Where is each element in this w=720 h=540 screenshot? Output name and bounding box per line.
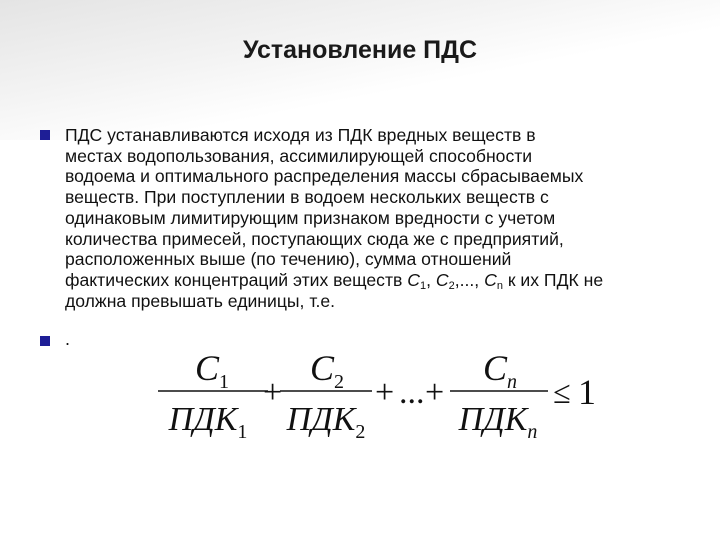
plus-2: + <box>375 374 395 411</box>
cn-symbol: C <box>484 269 497 290</box>
bullet-2-marker <box>40 336 50 346</box>
bullet-1-line-4: веществ. При поступлении в водоем нескольких веществ с <box>65 187 549 208</box>
ellipsis: ... <box>399 374 425 411</box>
sep-1: , <box>426 269 436 290</box>
c2-subscript: 2 <box>448 279 455 292</box>
formula-rhs: 1 <box>578 372 596 412</box>
formula-pdk2: $ПДК_2$ <box>286 401 366 443</box>
bullet-1-line-1: ПДС устанавливаются исходя из ПДК вредных веществ в <box>65 125 536 145</box>
leq-sign: ≤ <box>553 374 571 410</box>
bullet-1-line-2: местах водопользования, ассимилирующей способности <box>65 145 533 166</box>
c2-symbol: C <box>435 269 449 290</box>
c1-symbol: C <box>407 269 420 290</box>
formula-cn: $C_n$ <box>482 348 518 393</box>
sep-2: ,..., <box>454 269 485 290</box>
bullet-2-text: . <box>65 329 71 349</box>
line-8-prefix: фактических концентраций этих веществ <box>65 269 408 290</box>
bullet-1-marker <box>40 130 50 140</box>
bullet-1-line-3: водоема и оптимального распределения массы сбрасываемых <box>65 166 584 187</box>
slide-title: Установление ПДС <box>242 36 478 64</box>
formula-c1: $C_1$ <box>194 348 230 393</box>
pds-formula <box>150 345 610 445</box>
formula-pdk1: $ПДК_1$ <box>168 401 248 443</box>
plus-1: + <box>263 374 283 411</box>
plus-3: + <box>425 374 445 411</box>
bullet-1-text <box>65 125 695 311</box>
bullet-1-line-7: расположенных выше (по течению), сумма отношений <box>65 249 512 270</box>
c1-subscript: 1 <box>420 279 427 292</box>
line-8-suffix: к их ПДК не <box>502 269 604 290</box>
bullet-1-line-5: одинаковым лимитирующим признаком вредности с учетом <box>65 207 556 228</box>
slide-background <box>0 0 720 140</box>
bullet-1-line-9: должна превышать единицы, т.е. <box>65 290 336 311</box>
cn-subscript: n <box>496 279 503 292</box>
formula-c2: $C_2$ <box>309 348 345 393</box>
bullet-1-line-6: количества примесей, поступающих сюда же с предприятий, <box>65 228 564 249</box>
formula-pdkn: $ПДК_n$ <box>458 401 538 443</box>
bullet-1-line-8 <box>65 270 695 291</box>
